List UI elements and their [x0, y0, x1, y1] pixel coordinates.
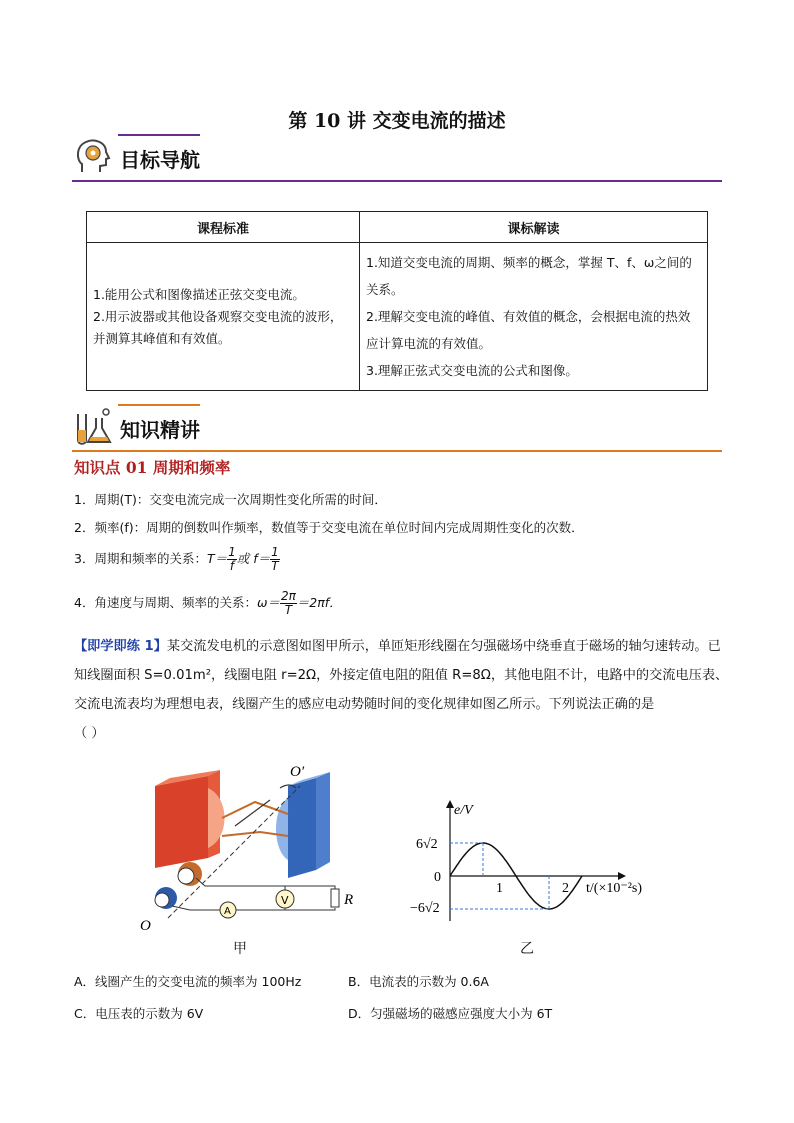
table-header: 课标解读: [360, 212, 708, 243]
list-item: 3.理解正弦式交变电流的公式和图像。: [366, 363, 578, 378]
point-2: 2．频率(f)：周期的倒数叫作频率，数值等于交变电流在单位时间内完成周期性变化的次数．: [74, 520, 584, 535]
tick-label: 2: [562, 881, 569, 896]
ammeter-label: A: [224, 906, 231, 917]
tick-label: 1: [496, 881, 503, 896]
axis-label: O: [140, 918, 151, 934]
generator-diagram: [130, 758, 360, 938]
tick-label: 6√2: [416, 837, 438, 852]
lab-flask-icon: [72, 404, 116, 448]
fraction: $\frac{1}{T}$: [271, 545, 279, 573]
point-4: 4．角速度与周期、频率的关系：ω＝ $\frac{2\pi}{T}$ ＝2πf．: [74, 589, 342, 617]
resistor-label: R: [344, 892, 354, 908]
emf-time-chart: [410, 796, 660, 926]
figure-caption: 甲: [233, 941, 247, 957]
page-title: 第 10 讲 交变电流的描述: [288, 110, 506, 132]
point-1: 1．周期(T)：交变电流完成一次周期性变化所需的时间．: [74, 492, 387, 507]
table-cell-standard: [87, 243, 360, 391]
list-item: 1.能用公式和图像描述正弦交变电流。: [93, 286, 305, 302]
section-header-knowledge: [72, 404, 722, 452]
y-axis-label: e/V: [454, 803, 473, 818]
option-c[interactable]: C．电压表的示数为 6V: [74, 1006, 204, 1021]
section-heading: 知识精讲: [120, 418, 200, 442]
option-a[interactable]: A．线圈产生的交变电流的频率为 100Hz: [74, 974, 302, 989]
tick-label: −6√2: [410, 901, 440, 916]
knowledge-point-title: 知识点 01 周期和频率: [74, 458, 231, 477]
table-header: 课程标准: [87, 212, 360, 243]
curriculum-table: [86, 211, 708, 391]
figure-caption: 乙: [520, 941, 534, 957]
section-header-goals: [72, 134, 722, 182]
tick-label: 0: [434, 870, 441, 885]
list-item: 1.知道交变电流的周期、频率的概念，掌握 T、f、ω之间的关系。: [366, 255, 692, 297]
list-item: 2.用示波器或其他设备观察交变电流的波形，并测算其峰值和有效值。: [93, 308, 343, 346]
fraction: $\frac{1}{f}$: [228, 545, 236, 573]
option-b[interactable]: B．电流表的示数为 0.6A: [348, 974, 489, 989]
axis-label: O′: [290, 764, 305, 780]
point-3: 3．周期和频率的关系：T＝ $\frac{1}{f}$ 或 f＝ $\frac{1}{T}$: [74, 545, 279, 573]
brain-gear-icon: [72, 134, 116, 178]
exercise-text: 【即学即练 1】某交流发电机的示意图如图甲所示，单匝矩形线圈在匀强磁场中绕垂直于磁场的轴匀速转动。已知线圈面积 S=0.01m²，线圈电阻 r=2Ω，外接定值电阻的阻值 R=8Ω，其他电阻不计，电路中的交流电压表、交流电流表均为理想电表，线圈产生的感应电动势随时间的变化规律如图乙所示。下列说法正确的是 （ ）: [74, 639, 729, 741]
voltmeter-label: V: [281, 894, 289, 907]
option-d[interactable]: D．匀强磁场的磁感应强度大小为 6T: [348, 1006, 553, 1021]
table-cell-interpretation: [360, 243, 708, 391]
x-axis-label: t/(×10⁻²s): [586, 881, 643, 896]
list-item: 2.理解交变电流的峰值、有效值的概念，会根据电流的热效应计算电流的有效值。: [366, 309, 691, 351]
section-heading: 目标导航: [120, 148, 200, 172]
exercise-tag: 【即学即练 1】: [74, 639, 167, 654]
fraction: $\frac{2\pi}{T}$: [280, 589, 296, 617]
